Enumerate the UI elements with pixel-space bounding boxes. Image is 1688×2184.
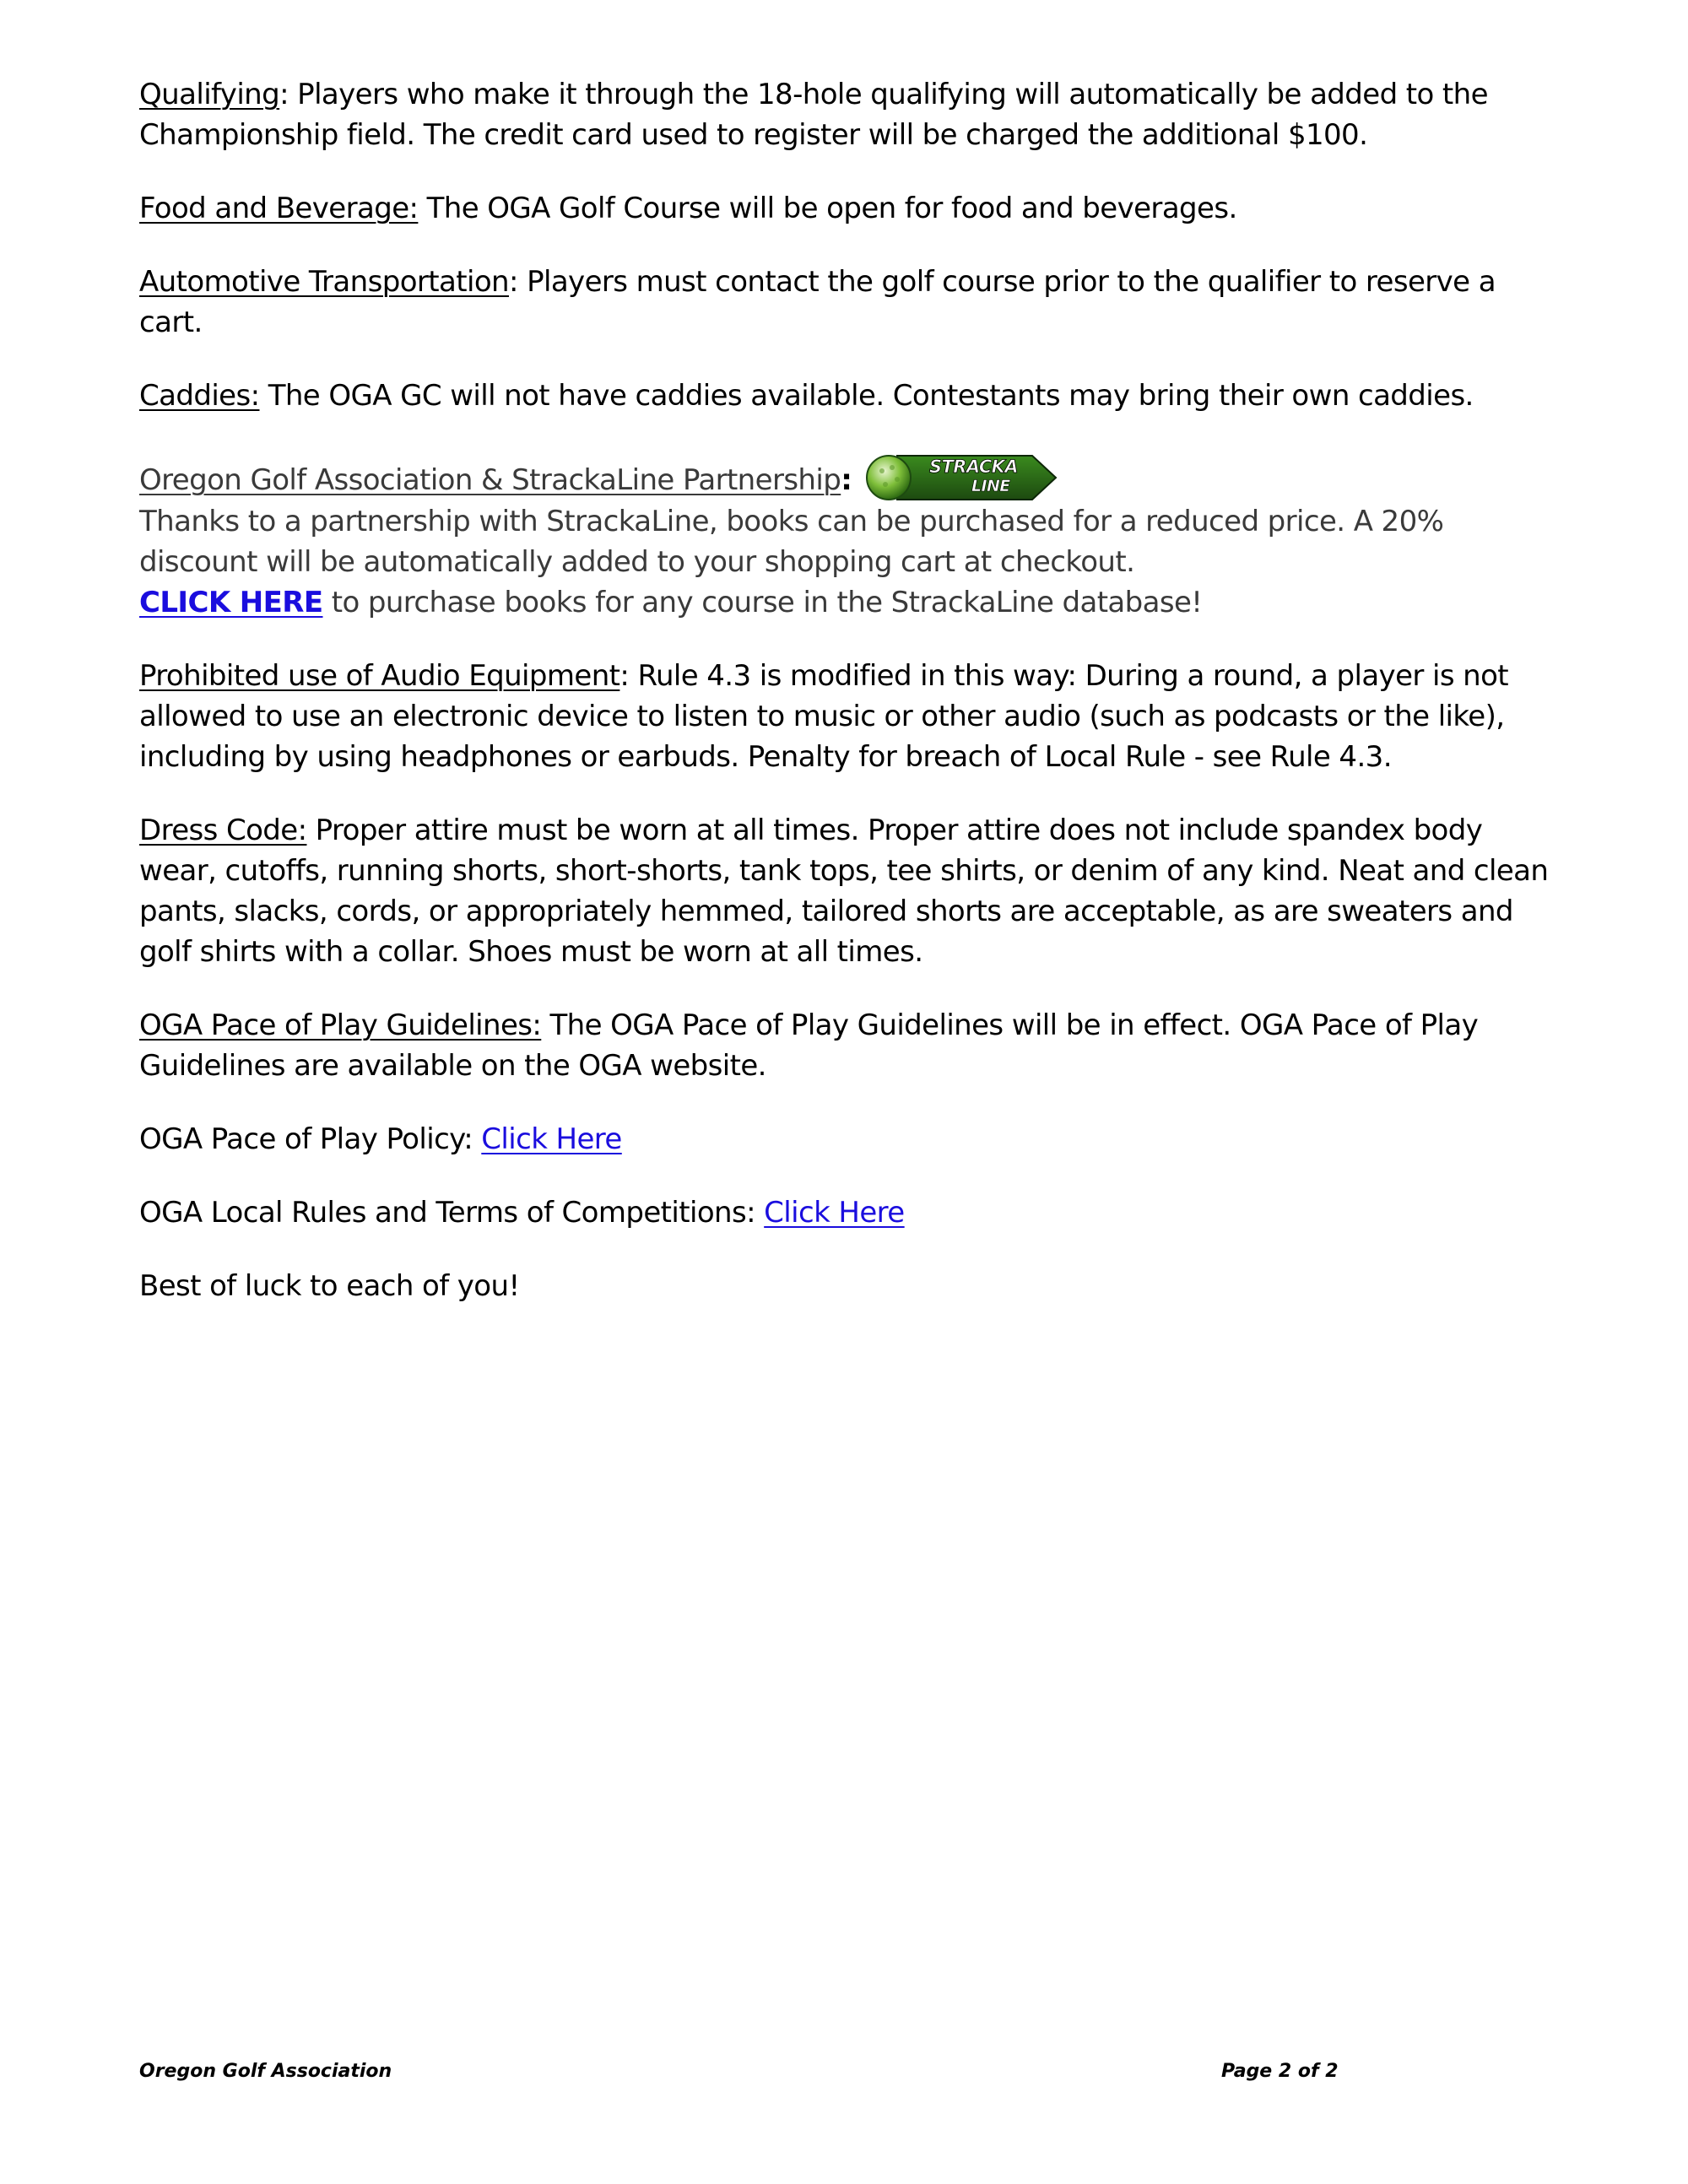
qualifying-text: Players who make it through the 18-hole qualifying will automatically be added to the Championship field. The credit card used to register will be charged the additional $100. bbox=[139, 78, 1488, 152]
pace-text: The OGA Pace of Play Guidelines will be in effect. OGA Pace of Play Guidelines are available on the OGA website. bbox=[139, 1008, 1479, 1083]
food-paragraph bbox=[139, 188, 1566, 229]
partnership-separator: : bbox=[841, 463, 852, 497]
qualifying-heading: Qualifying bbox=[139, 78, 280, 111]
audio-heading: Prohibited use of Audio Equipment bbox=[139, 659, 620, 693]
food-text: The OGA Golf Course will be open for food and beverages. bbox=[418, 192, 1237, 225]
strackaline-click-here-link[interactable]: CLICK HERE bbox=[139, 586, 323, 619]
transport-paragraph bbox=[139, 262, 1566, 343]
closing-paragraph: Best of luck to each of you! bbox=[139, 1269, 520, 1303]
partnership-heading: Oregon Golf Association & StrackaLine Partnership bbox=[139, 463, 841, 497]
audio-separator: : bbox=[619, 659, 630, 693]
pace-policy-link[interactable]: Click Here bbox=[481, 1122, 622, 1156]
audio-paragraph bbox=[139, 656, 1566, 777]
audio-text: Rule 4.3 is modified in this way: During a round, a player is not allowed to use an electronic device to listen to music or other audio (such as podcasts or the like), including by using headphones or earbuds. Penalty for breach of Local Rule - see Rule 4.3. bbox=[139, 659, 1509, 774]
dress-heading: Dress Code: bbox=[139, 814, 307, 847]
pace-heading: OGA Pace of Play Guidelines: bbox=[139, 1008, 542, 1042]
food-heading: Food and Beverage: bbox=[139, 192, 419, 225]
dress-text: Proper attire must be worn at all times. Proper attire does not include spandex body wear, cutoffs, running shorts, short-shorts, tank tops, tee shirts, or denim of any kind. Neat and clean pants, slacks, cords, or appropriately hemmed, tailored shorts are acceptable, as are sweaters and golf shirts with a collar. Shoes must be worn at all times. bbox=[139, 814, 1549, 969]
caddies-heading: Caddies: bbox=[139, 379, 260, 413]
footer-page-number: Page 2 of 2 bbox=[1221, 2061, 1339, 2082]
local-rules-paragraph bbox=[139, 1192, 1566, 1233]
qualifying-paragraph bbox=[139, 74, 1566, 155]
caddies-paragraph bbox=[139, 376, 1566, 416]
qualifying-separator: : bbox=[279, 78, 289, 111]
partnership-link-suffix: to purchase books for any course in the StrackaLine database! bbox=[322, 586, 1203, 619]
strackaline-logo bbox=[863, 449, 1058, 501]
transport-separator: : bbox=[509, 265, 518, 299]
pace-paragraph bbox=[139, 1005, 1566, 1086]
partnership-heading-line bbox=[139, 449, 1566, 501]
transport-text: Players must contact the golf course prior to the qualifier to reserve a cart. bbox=[139, 265, 1496, 339]
partnership-text: Thanks to a partnership with StrackaLine, books can be purchased for a reduced price. A 20% discount will be automatically added to your shopping cart at checkout. bbox=[139, 505, 1444, 579]
transport-heading: Automotive Transportation bbox=[139, 265, 509, 299]
pace-policy-paragraph bbox=[139, 1119, 1566, 1160]
svg-text:LINE: LINE bbox=[971, 477, 1010, 495]
page-content bbox=[139, 74, 1566, 1339]
partnership-link-line bbox=[139, 582, 1566, 623]
dress-paragraph bbox=[139, 810, 1566, 972]
pace-policy-label: OGA Pace of Play Policy: bbox=[139, 1122, 482, 1156]
footer-organization: Oregon Golf Association bbox=[139, 2061, 392, 2082]
partnership-paragraph bbox=[139, 449, 1566, 623]
local-rules-label: OGA Local Rules and Terms of Competitions: bbox=[139, 1196, 765, 1230]
caddies-text: The OGA GC will not have caddies available. Contestants may bring their own caddies. bbox=[259, 379, 1474, 413]
local-rules-link[interactable]: Click Here bbox=[764, 1196, 905, 1230]
svg-text:STRACKA: STRACKA bbox=[929, 457, 1019, 477]
